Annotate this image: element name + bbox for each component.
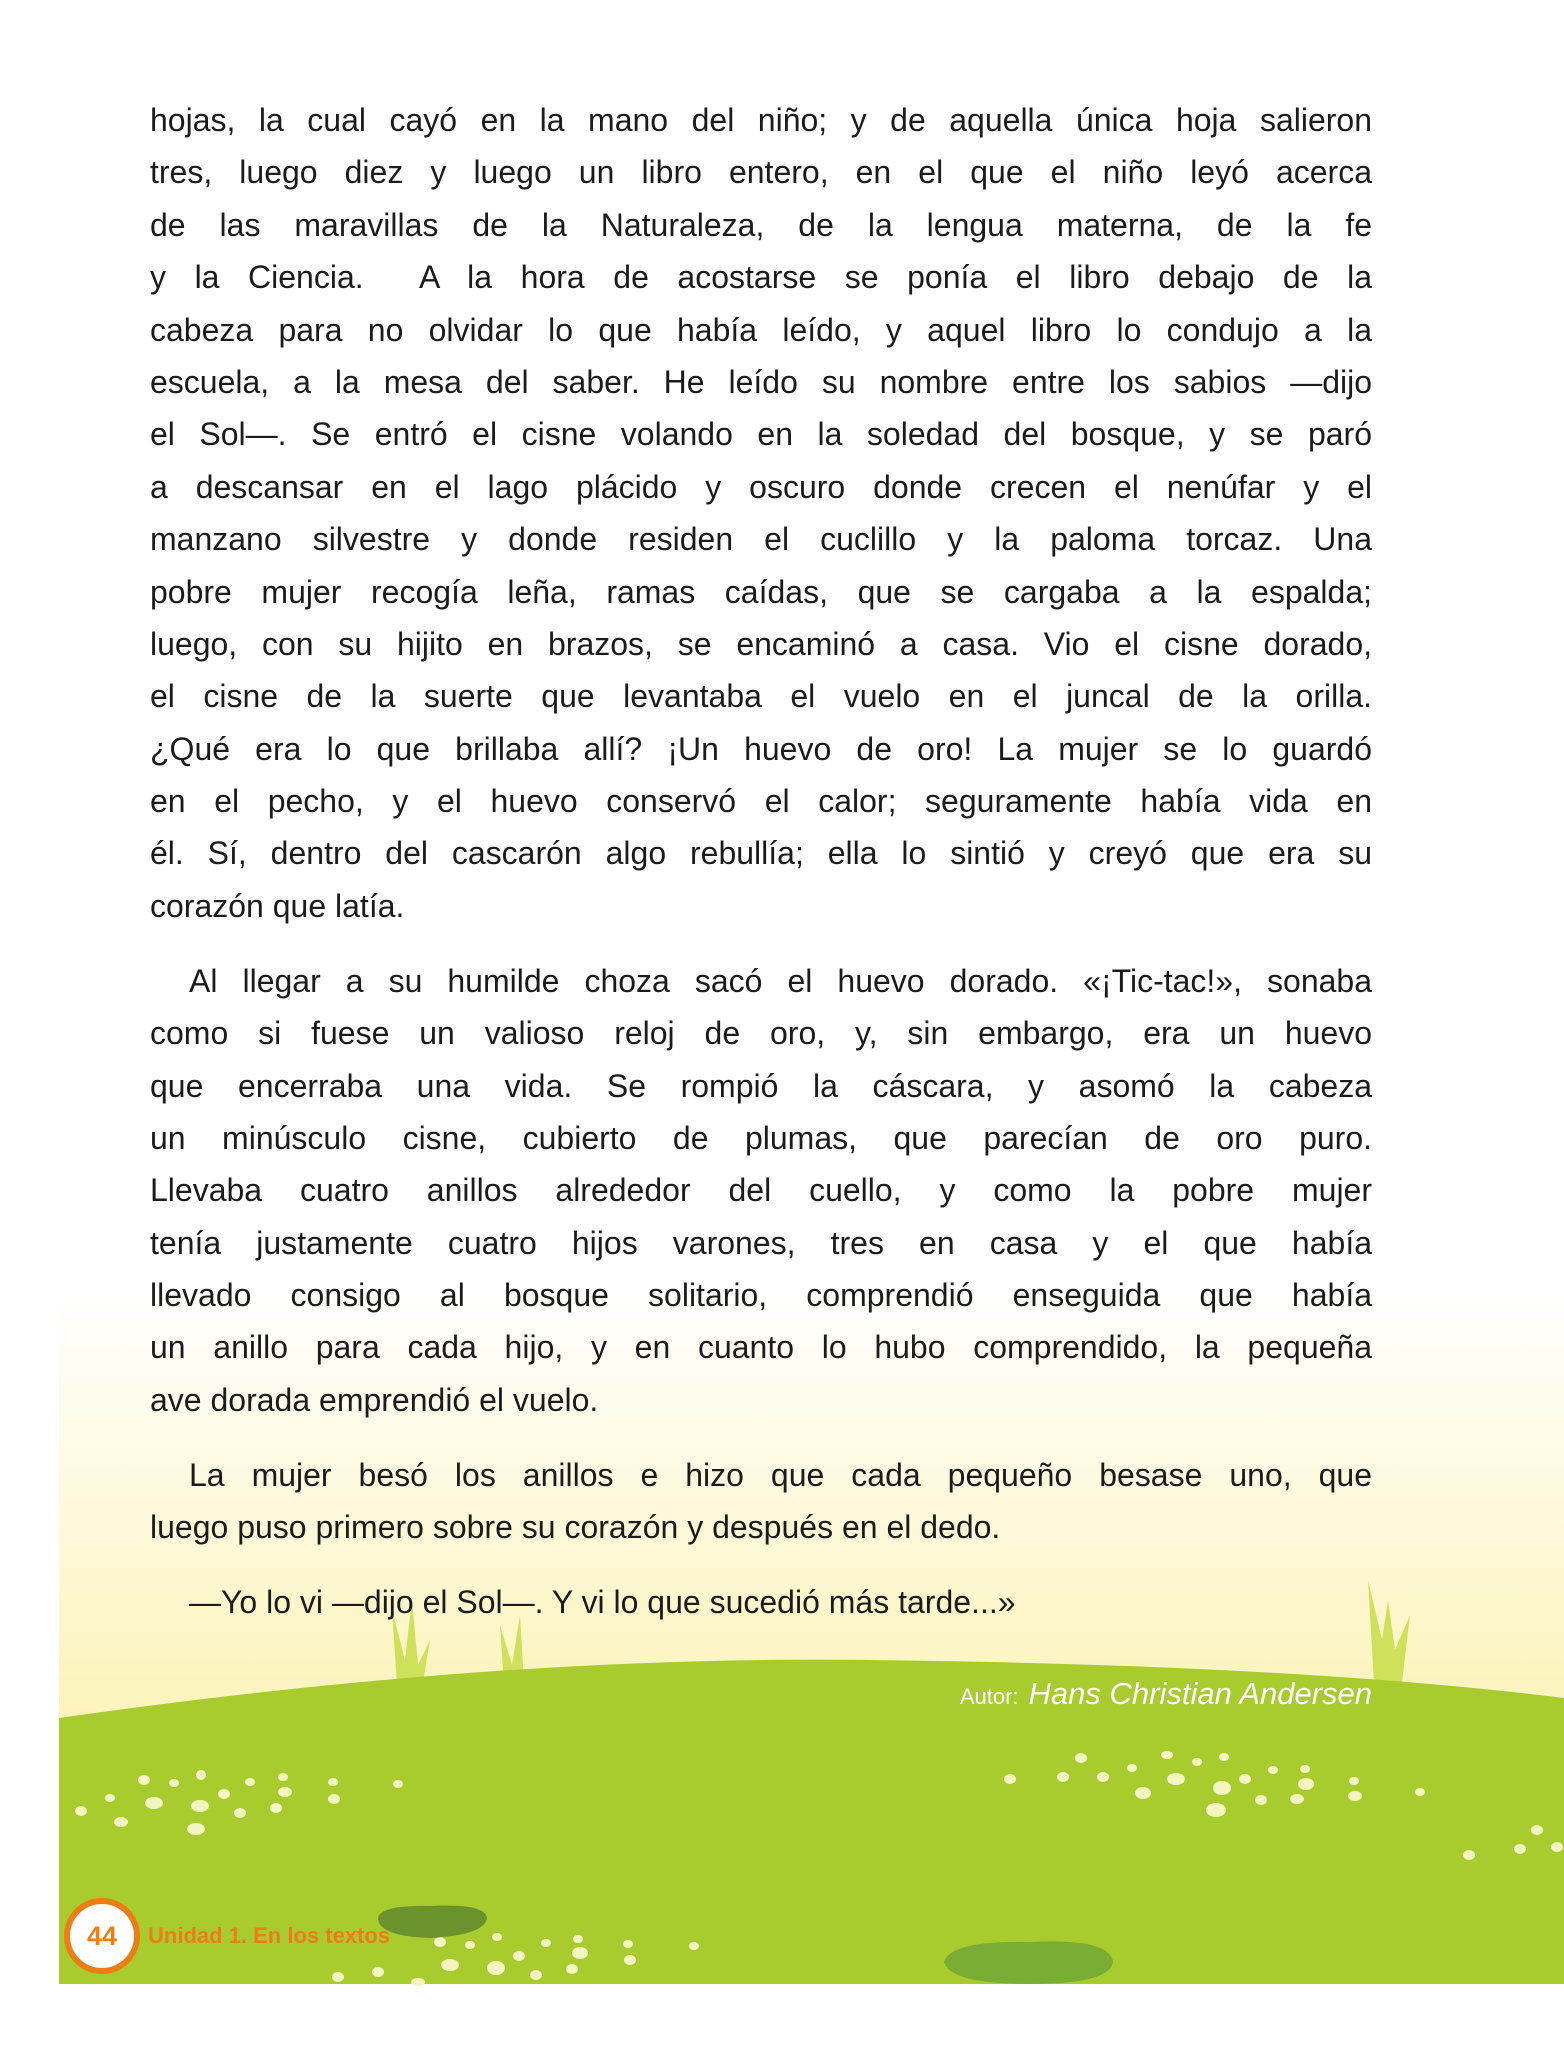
story-text (150, 94, 1372, 1651)
text-line: —Yo lo vi —dijo el Sol—. Y vi lo que sucedió más tarde...» (189, 1584, 1016, 1621)
page-footer (64, 1898, 390, 1974)
text-line: tenía justamente cuatro hijos varones, tres en casa y el que había (150, 1224, 1372, 1261)
author-name: Hans Christian Andersen (1028, 1676, 1372, 1711)
text-line: escuela, a la mesa del saber. He leído su nombre entre los sabios —dijo (150, 363, 1372, 400)
page-number: 44 (64, 1898, 140, 1974)
text-line: un minúsculo cisne, cubierto de plumas, que parecían de oro puro. (150, 1119, 1372, 1156)
text-line: pobre mujer recogía leña, ramas caídas, que se cargaba a la espalda; (150, 573, 1372, 610)
text-line: ¿Qué era lo que brillaba allí? ¡Un huevo de oro! La mujer se lo guardó (150, 730, 1372, 767)
text-line: en el pecho, y el huevo conservó el calor; seguramente había vida en (150, 783, 1372, 820)
paragraph (150, 1449, 1372, 1554)
text-line: luego, con su hijito en brazos, se encaminó a casa. Vio el cisne dorado, (150, 625, 1372, 662)
text-line: el cisne de la suerte que levantaba el vuelo en el juncal de la orilla. (150, 678, 1372, 715)
text-line: cabeza para no olvidar lo que había leído, y aquel libro lo condujo a la (150, 311, 1372, 348)
text-line: de las maravillas de la Naturaleza, de la lengua materna, de la fe (150, 206, 1372, 243)
text-line: hojas, la cual cayó en la mano del niño; y de aquella única hoja salieron (150, 102, 1372, 138)
text-line: como si fuese un valioso reloj de oro, y, sin embargo, era un huevo (150, 1015, 1372, 1052)
text-line: a descansar en el lago plácido y oscuro donde crecen el nenúfar y el (150, 468, 1372, 505)
text-line: luego puso primero sobre su corazón y después en el dedo. (150, 1509, 1001, 1546)
text-line: tres, luego diez y luego un libro entero, en el que el niño leyó acerca (150, 154, 1372, 191)
text-line: La mujer besó los anillos e hizo que cada pequeño besase uno, que (189, 1456, 1372, 1493)
text-line: llevado consigo al bosque solitario, comprendió enseguida que había (150, 1277, 1372, 1314)
text-line: que encerraba una vida. Se rompió la cáscara, y asomó la cabeza (150, 1067, 1372, 1104)
text-line: y la Ciencia. A la hora de acostarse se ponía el libro debajo de la (150, 259, 1372, 296)
text-line: él. Sí, dentro del cascarón algo rebullía; ella lo sintió y creyó que era su (150, 835, 1372, 872)
text-line: el Sol—. Se entró el cisne volando en la soledad del bosque, y se paró (150, 416, 1372, 453)
paragraph (150, 1576, 1372, 1628)
text-line: corazón que latía. (150, 887, 405, 924)
bush (944, 1941, 1113, 1984)
text-line: manzano silvestre y donde residen el cuclillo y la paloma torcaz. Una (150, 521, 1372, 558)
text-line: un anillo para cada hijo, y en cuanto lo hubo comprendido, la pequeña (150, 1329, 1372, 1366)
text-line: ave dorada emprendió el vuelo. (150, 1381, 599, 1418)
text-line: Al llegar a su humilde choza sacó el huevo dorado. «¡Tic-tac!», sonaba (189, 962, 1372, 999)
author-credit (960, 1676, 1372, 1712)
paragraph (150, 94, 1372, 932)
text-line: Llevaba cuatro anillos alrededor del cuello, y como la pobre mujer (150, 1172, 1372, 1209)
paragraph (150, 955, 1372, 1427)
unit-title: Unidad 1. En los textos (148, 1923, 391, 1948)
author-label: Autor: (959, 1684, 1019, 1709)
